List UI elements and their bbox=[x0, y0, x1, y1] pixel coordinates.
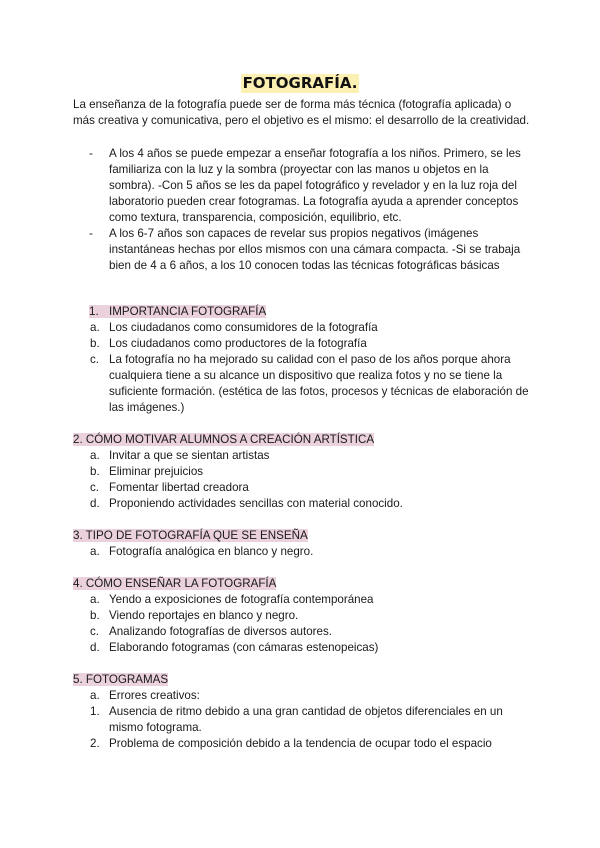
list-item-text: Errores creativos: bbox=[109, 689, 200, 702]
list-item bbox=[73, 320, 535, 336]
list-marker: a. bbox=[90, 689, 100, 702]
list-item bbox=[73, 336, 535, 352]
list-item-text: Proponiendo actividades sencillas con material conocido. bbox=[109, 497, 403, 510]
heading-text: IMPORTANCIA FOTOGRAFÍA bbox=[109, 305, 267, 318]
section-heading bbox=[73, 432, 535, 448]
list-item-text: Los ciudadanos como consumidores de la fotografía bbox=[109, 321, 378, 334]
section-fotogramas bbox=[73, 672, 535, 752]
list-item bbox=[73, 640, 535, 656]
list-item bbox=[73, 464, 535, 480]
heading-text: 4. CÓMO ENSEÑAR LA FOTOGRAFÍA bbox=[73, 577, 277, 590]
age-list bbox=[73, 146, 535, 274]
list-item-text: Elaborando fotogramas (con cámaras estenopeicas) bbox=[109, 641, 379, 654]
section-list bbox=[73, 688, 535, 752]
list-item-text: Problema de composición debido a la tendencia de ocupar todo el espacio bbox=[109, 737, 492, 750]
list-item-text: Invitar a que se sientan artistas bbox=[109, 449, 270, 462]
section-importancia bbox=[73, 304, 535, 416]
list-item bbox=[73, 146, 535, 226]
list-item bbox=[73, 608, 535, 624]
list-marker: c. bbox=[90, 481, 100, 494]
list-item-text: Viendo reportajes en blanco y negro. bbox=[109, 609, 299, 622]
section-list bbox=[73, 544, 535, 560]
list-marker: - bbox=[89, 227, 93, 240]
list-marker: a. bbox=[90, 545, 100, 558]
list-item bbox=[73, 226, 535, 274]
list-marker: 1. bbox=[90, 705, 100, 718]
list-item-text: A los 6-7 años son capaces de revelar sus propios negativos (imágenes instantáneas hechas por ellos mismos con una cámara compacta. -Si se trabaja bien de 4 a 6 años, a los 10 conocen todas las técnicas fotográficas básicas bbox=[109, 227, 521, 272]
list-item-text: A los 4 años se puede empezar a enseñar fotografía a los niños. Primero, se les familiariza con la luz y la sombra (proyectar con las manos u objetos en la sombra). -Con 5 años se les da papel fotográfico y revelador y en la luz roja del laboratorio pueden crear fotogramas. La fotografía ayuda a aprender conceptos como textura, transparencia, composición, equilibrio, etc. bbox=[109, 147, 521, 224]
list-marker: b. bbox=[90, 337, 100, 350]
title-container bbox=[0, 74, 600, 93]
list-item bbox=[73, 352, 535, 416]
list-marker: b. bbox=[90, 609, 100, 622]
list-item-text: Eliminar prejuicios bbox=[109, 465, 204, 478]
list-item-text: Fomentar libertad creadora bbox=[109, 481, 249, 494]
list-item bbox=[73, 624, 535, 640]
section-heading bbox=[73, 528, 535, 544]
section-heading bbox=[73, 304, 535, 320]
list-item bbox=[73, 704, 535, 736]
heading-text: 3. TIPO DE FOTOGRAFÍA QUE SE ENSEÑA bbox=[73, 529, 308, 542]
intro-paragraph: La enseñanza de la fotografía puede ser de forma más técnica (fotografía aplicada) o más creativa y comunicativa, pero el objetivo es el mismo: el desarrollo de la creatividad. bbox=[73, 98, 530, 127]
list-item-text: Fotografía analógica en blanco y negro. bbox=[109, 545, 314, 558]
list-marker: 2. bbox=[90, 737, 100, 750]
list-item bbox=[73, 496, 535, 512]
list-item-text: Analizando fotografías de diversos autores. bbox=[109, 625, 332, 638]
section-motivar bbox=[73, 432, 535, 512]
list-marker: - bbox=[89, 147, 93, 160]
list-marker: b. bbox=[90, 465, 100, 478]
heading-number: 1. bbox=[89, 305, 99, 318]
list-marker: d. bbox=[90, 497, 100, 510]
list-marker: c. bbox=[90, 625, 100, 638]
list-item-text: Yendo a exposiciones de fotografía contemporánea bbox=[109, 593, 374, 606]
list-item-text: Ausencia de ritmo debido a una gran cantidad de objetos diferenciales en un mismo fotograma. bbox=[109, 705, 503, 734]
list-marker: a. bbox=[90, 321, 100, 334]
section-list bbox=[73, 448, 535, 512]
list-item bbox=[73, 448, 535, 464]
list-marker: a. bbox=[90, 593, 100, 606]
heading-highlight bbox=[89, 305, 266, 318]
section-tipo bbox=[73, 528, 535, 560]
section-list bbox=[73, 320, 535, 416]
list-item-text: Los ciudadanos como productores de la fotografía bbox=[109, 337, 367, 350]
section-heading bbox=[73, 672, 535, 688]
heading-text: 5. FOTOGRAMAS bbox=[73, 673, 169, 686]
list-item bbox=[73, 736, 535, 752]
list-marker: c. bbox=[90, 353, 100, 366]
list-item-text: La fotografía no ha mejorado su calidad con el paso de los años porque ahora cualquiera tiene a su alcance un dispositivo que realiza fotos y no se tiene la suficiente formación. (estética de las fotos, procesos y técnicas de elaboración de las imágenes.) bbox=[109, 353, 529, 414]
section-heading bbox=[73, 576, 535, 592]
list-marker: a. bbox=[90, 449, 100, 462]
list-marker: d. bbox=[90, 641, 100, 654]
list-item bbox=[73, 544, 535, 560]
list-item bbox=[73, 480, 535, 496]
list-item bbox=[73, 592, 535, 608]
section-como-ensenar bbox=[73, 576, 535, 656]
heading-text: 2. CÓMO MOTIVAR ALUMNOS A CREACIÓN ARTÍSTICA bbox=[73, 433, 375, 446]
page-title: FOTOGRAFÍA. bbox=[242, 74, 358, 92]
section-list bbox=[73, 592, 535, 656]
list-item bbox=[73, 688, 535, 704]
